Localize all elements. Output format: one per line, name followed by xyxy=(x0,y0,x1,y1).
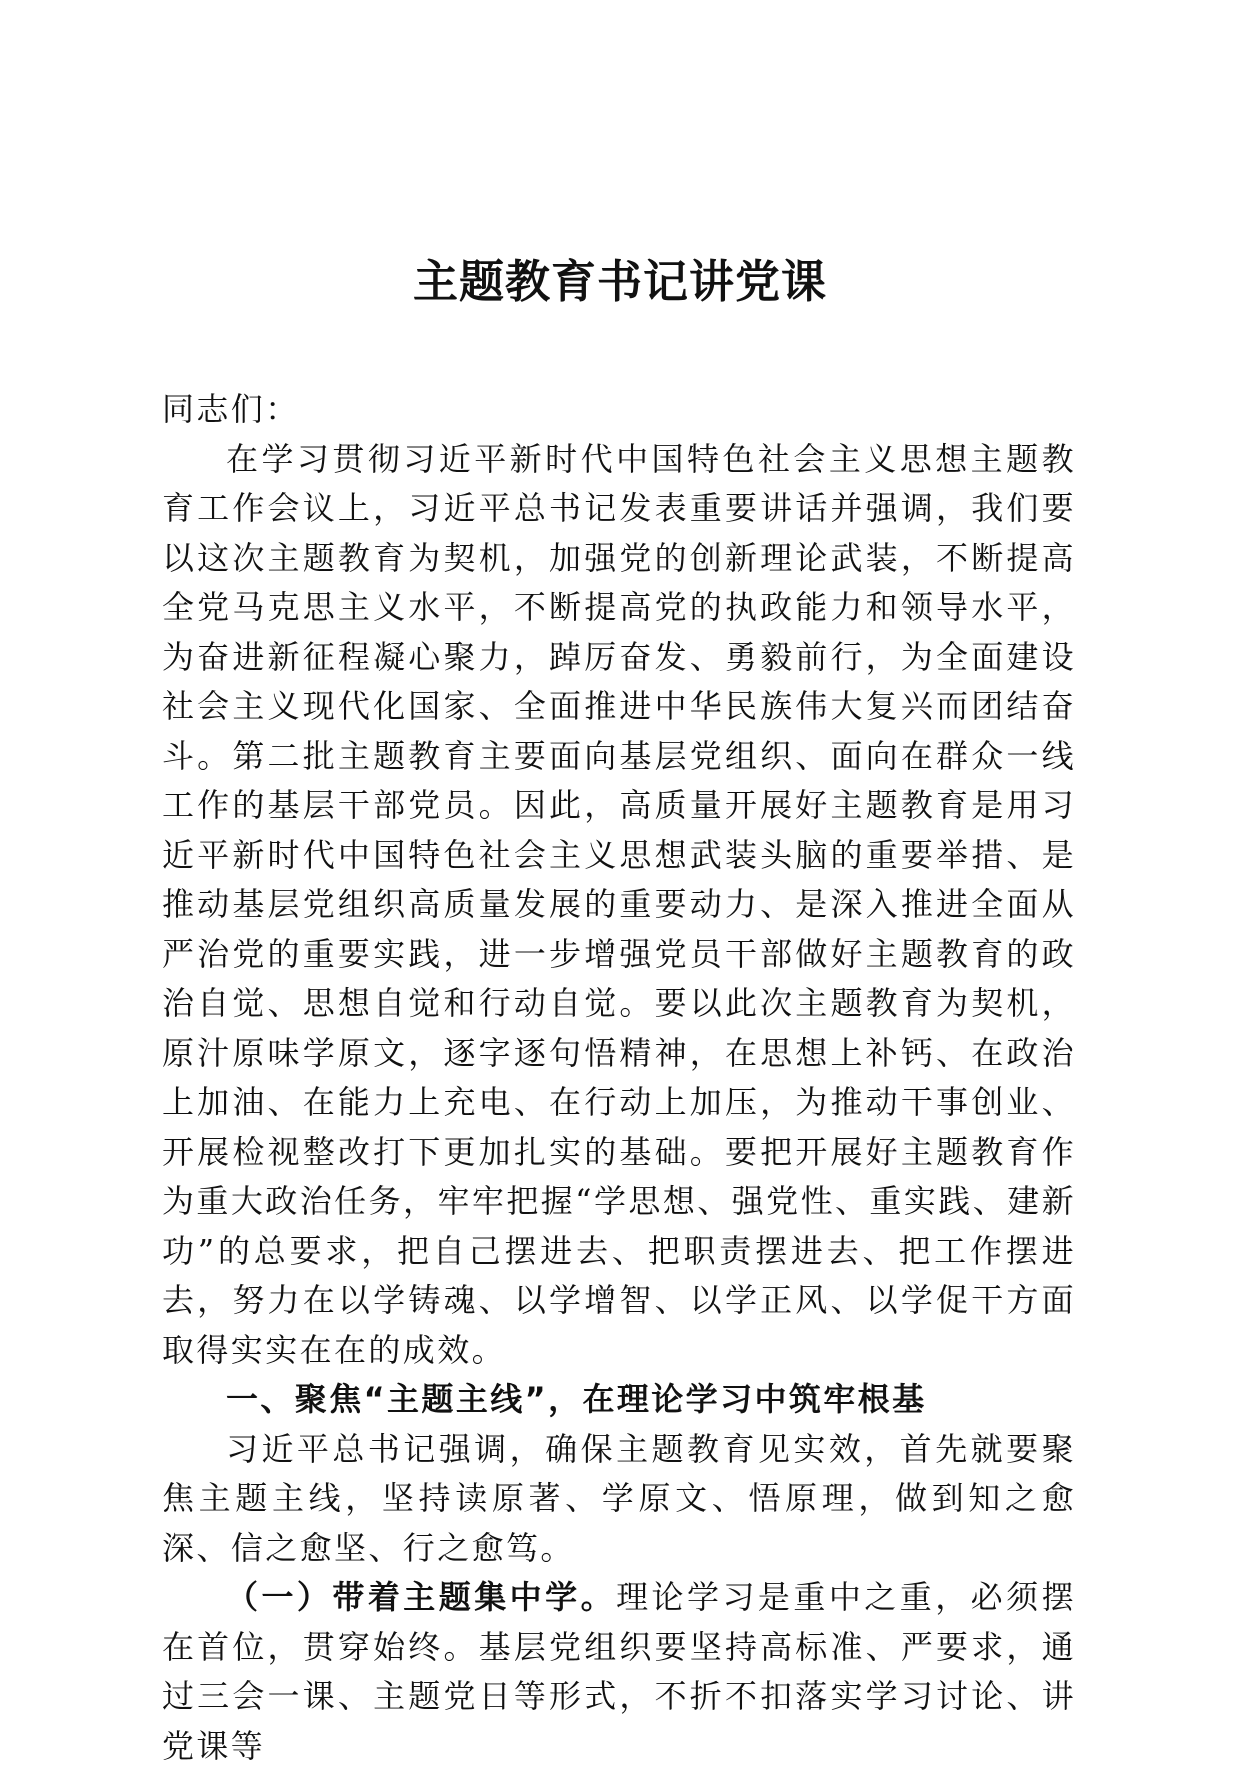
document-title: 主题教育书记讲党课 xyxy=(412,255,827,308)
section-heading: 一、聚焦“主题主线”，在理论学习中筑牢根基 xyxy=(226,1380,927,1418)
subsection-text: 理论学习是重中之重，必须摆在首位，贯穿始终。基层党组织要坚持高标准、严要求，通过三会一课、主题党日等形式，不折不扣落实学习讨论、讲党课等 xyxy=(162,1578,1077,1765)
section-intro-paragraph: 习近平总书记强调，确保主题教育见实效，首先就要聚焦主题主线，坚持读原著、学原文、悟原理，做到知之愈深、信之愈坚、行之愈笃。 xyxy=(162,1429,1076,1567)
intro-paragraph: 在学习贯彻习近平新时代中国特色社会主义思想主题教育工作会议上，习近平总书记发表重要讲话并强调，我们要以这次主题教育为契机，加强党的创新理论武装，不断提高全党马克思主义水平，不断提高党的执政能力和领导水平，为奋进新征程凝心聚力，踔厉奋发、勇毅前行，为全面建设社会主义现代化国家、全面推进中华民族伟大复兴而团结奋斗。第二批主题教育主要面向基层党组织、面向在群众一线工作的基层干部党员。因此，高质量开展好主题教育是用习近平新时代中国特色社会主义思想武装头脑的重要举措、是推动基层党组织高质量发展的重要动力、是深入推进全面从严治党的重要实践，进一步增强党员干部做好主题教育的政治自觉、思想自觉和行动自觉。要以此次主题教育为契机，原汁原味学原文，逐字逐句悟精神，在思想上补钙、在政治上加油、在能力上充电、在行动上加压，为推动干事创业、开展检视整改打下更加扎实的基础。要把开展好主题教育作为重大政治任务，牢牢把握“学思想、强党性、重实践、建新功”的总要求，把自己摆进去、把职责摆进去、把工作摆进去，努力在以学铸魂、以学增智、以学正风、以学促干方面取得实实在在的成效。 xyxy=(162,439,1076,1369)
document-body xyxy=(162,385,1076,1771)
subsection-lead: （一）带着主题集中学。 xyxy=(226,1578,617,1616)
subsection-paragraph xyxy=(162,1573,1076,1771)
salutation: 同志们： xyxy=(162,390,300,428)
